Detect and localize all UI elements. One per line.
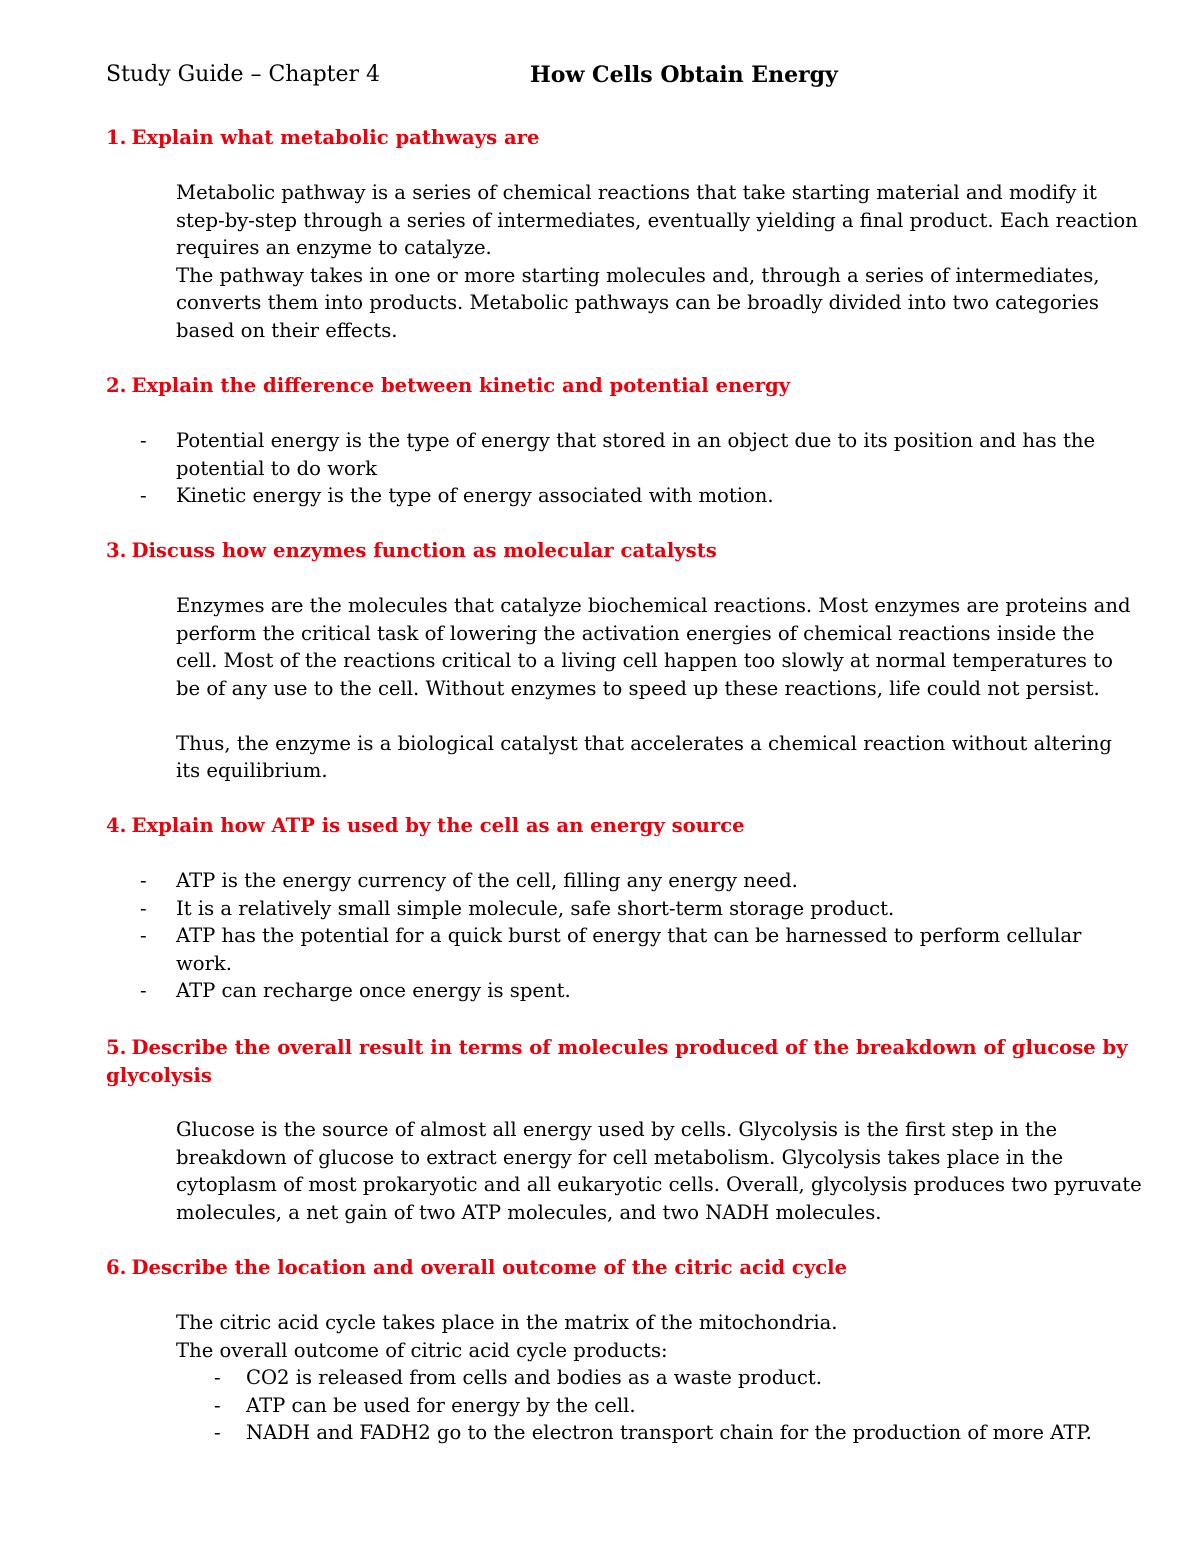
question-number: 6. [106,1256,127,1279]
question-4-heading [106,812,1142,840]
answer-3 [176,592,1142,785]
bullet-dash: - [214,1421,221,1444]
answer-4-list [106,867,1142,1005]
bullet-dash: - [140,979,147,1002]
list-item [176,1392,1142,1420]
answer-paragraph: The overall outcome of citric acid cycle products: [176,1338,668,1362]
answer-5 [176,1116,1142,1226]
list-item [176,1364,1142,1392]
bullet-dash: - [140,429,147,452]
question-number: 2. [106,374,127,397]
question-number: 1. [106,126,127,149]
list-item-text: CO2 is released from cells and bodies as a waste product. [246,1366,822,1389]
answer-6 [176,1309,1142,1447]
question-text: Discuss how enzymes function as molecular catalysts [131,539,717,562]
answer-1 [176,179,1142,344]
bullet-dash: - [140,484,147,507]
header-title: How Cells Obtain Energy [530,62,838,88]
bullet-dash: - [214,1366,221,1389]
question-number: 4. [106,814,127,837]
question-text: Explain what metabolic pathways are [131,126,540,149]
question-text: Describe the overall result in terms of molecules produced of the breakdown of glucose by glycolysis [106,1036,1128,1087]
list-item [106,482,1142,510]
bullet-dash: - [140,896,147,920]
list-item [106,922,1142,977]
question-5-heading [106,1034,1142,1089]
list-item-text: It is a relatively small simple molecule, safe short-term storage product. [176,896,895,920]
question-1-heading [106,124,1142,152]
list-item-text: NADH and FADH2 go to the electron transport chain for the production of more ATP. [246,1421,1092,1444]
question-6-heading [106,1254,1142,1282]
list-item-text: ATP is the energy currency of the cell, filling any energy need. [176,869,798,892]
answer-paragraph: Enzymes are the molecules that catalyze biochemical reactions. Most enzymes are proteins and perform the critical task of lowering the activation energies of chemical reactions inside the cell. Most of the reactions critical to a living cell happen too slowly at normal temperatures to be of any use to the cell. Without enzymes to speed up these reactions, life could not persist. [176,594,1131,700]
answer-6-list [176,1364,1142,1447]
answer-2-list [106,427,1142,510]
list-item-text: ATP can recharge once energy is spent. [176,979,571,1002]
question-number: 3. [106,539,127,562]
question-number: 5. [106,1036,127,1059]
answer-paragraph: Glucose is the source of almost all energy used by cells. Glycolysis is the first step in the breakdown of glucose to extract energy for cell metabolism. Glycolysis takes place in the cytoplasm of most prokaryotic and all eukaryotic cells. Overall, glycolysis produces two pyruvate molecules, a net gain of two ATP molecules, and two NADH molecules. [176,1118,1142,1224]
list-item [106,895,1142,923]
answer-paragraph: Thus, the enzyme is a biological catalyst that accelerates a chemical reaction without altering its equilibrium. [176,731,1112,782]
answer-paragraph: The citric acid cycle takes place in the matrix of the mitochondria. [176,1311,838,1334]
bullet-dash: - [140,869,147,892]
list-item-text: ATP can be used for energy by the cell. [246,1393,636,1417]
bullet-dash: - [214,1393,221,1417]
answer-paragraph: The pathway takes in one or more starting molecules and, through a series of intermediates, converts them into products. Metabolic pathways can be broadly divided into two categories based on their effects. [176,263,1100,342]
list-item [106,977,1142,1005]
answer-paragraph: Metabolic pathway is a series of chemical reactions that take starting material and modify it step-by-step through a series of intermediates, eventually yielding a final product. Each reaction requires an enzyme to catalyze. [176,181,1138,259]
question-text: Explain how ATP is used by the cell as an energy source [131,814,745,837]
bullet-dash: - [140,924,147,947]
list-item [106,867,1142,895]
question-text: Describe the location and overall outcome of the citric acid cycle [131,1256,848,1279]
question-2-heading [106,372,1142,400]
list-item-text: Kinetic energy is the type of energy associated with motion. [176,484,774,507]
list-item [106,427,1142,482]
header-course: Study Guide – Chapter 4 [106,62,381,87]
list-item-text: ATP has the potential for a quick burst of energy that can be harnessed to perform cellular work. [176,924,1082,975]
question-3-heading [106,537,1142,565]
list-item [176,1419,1142,1447]
list-item-text: Potential energy is the type of energy that stored in an object due to its position and has the potential to do work [176,429,1096,480]
question-text: Explain the difference between kinetic and potential energy [131,374,791,397]
